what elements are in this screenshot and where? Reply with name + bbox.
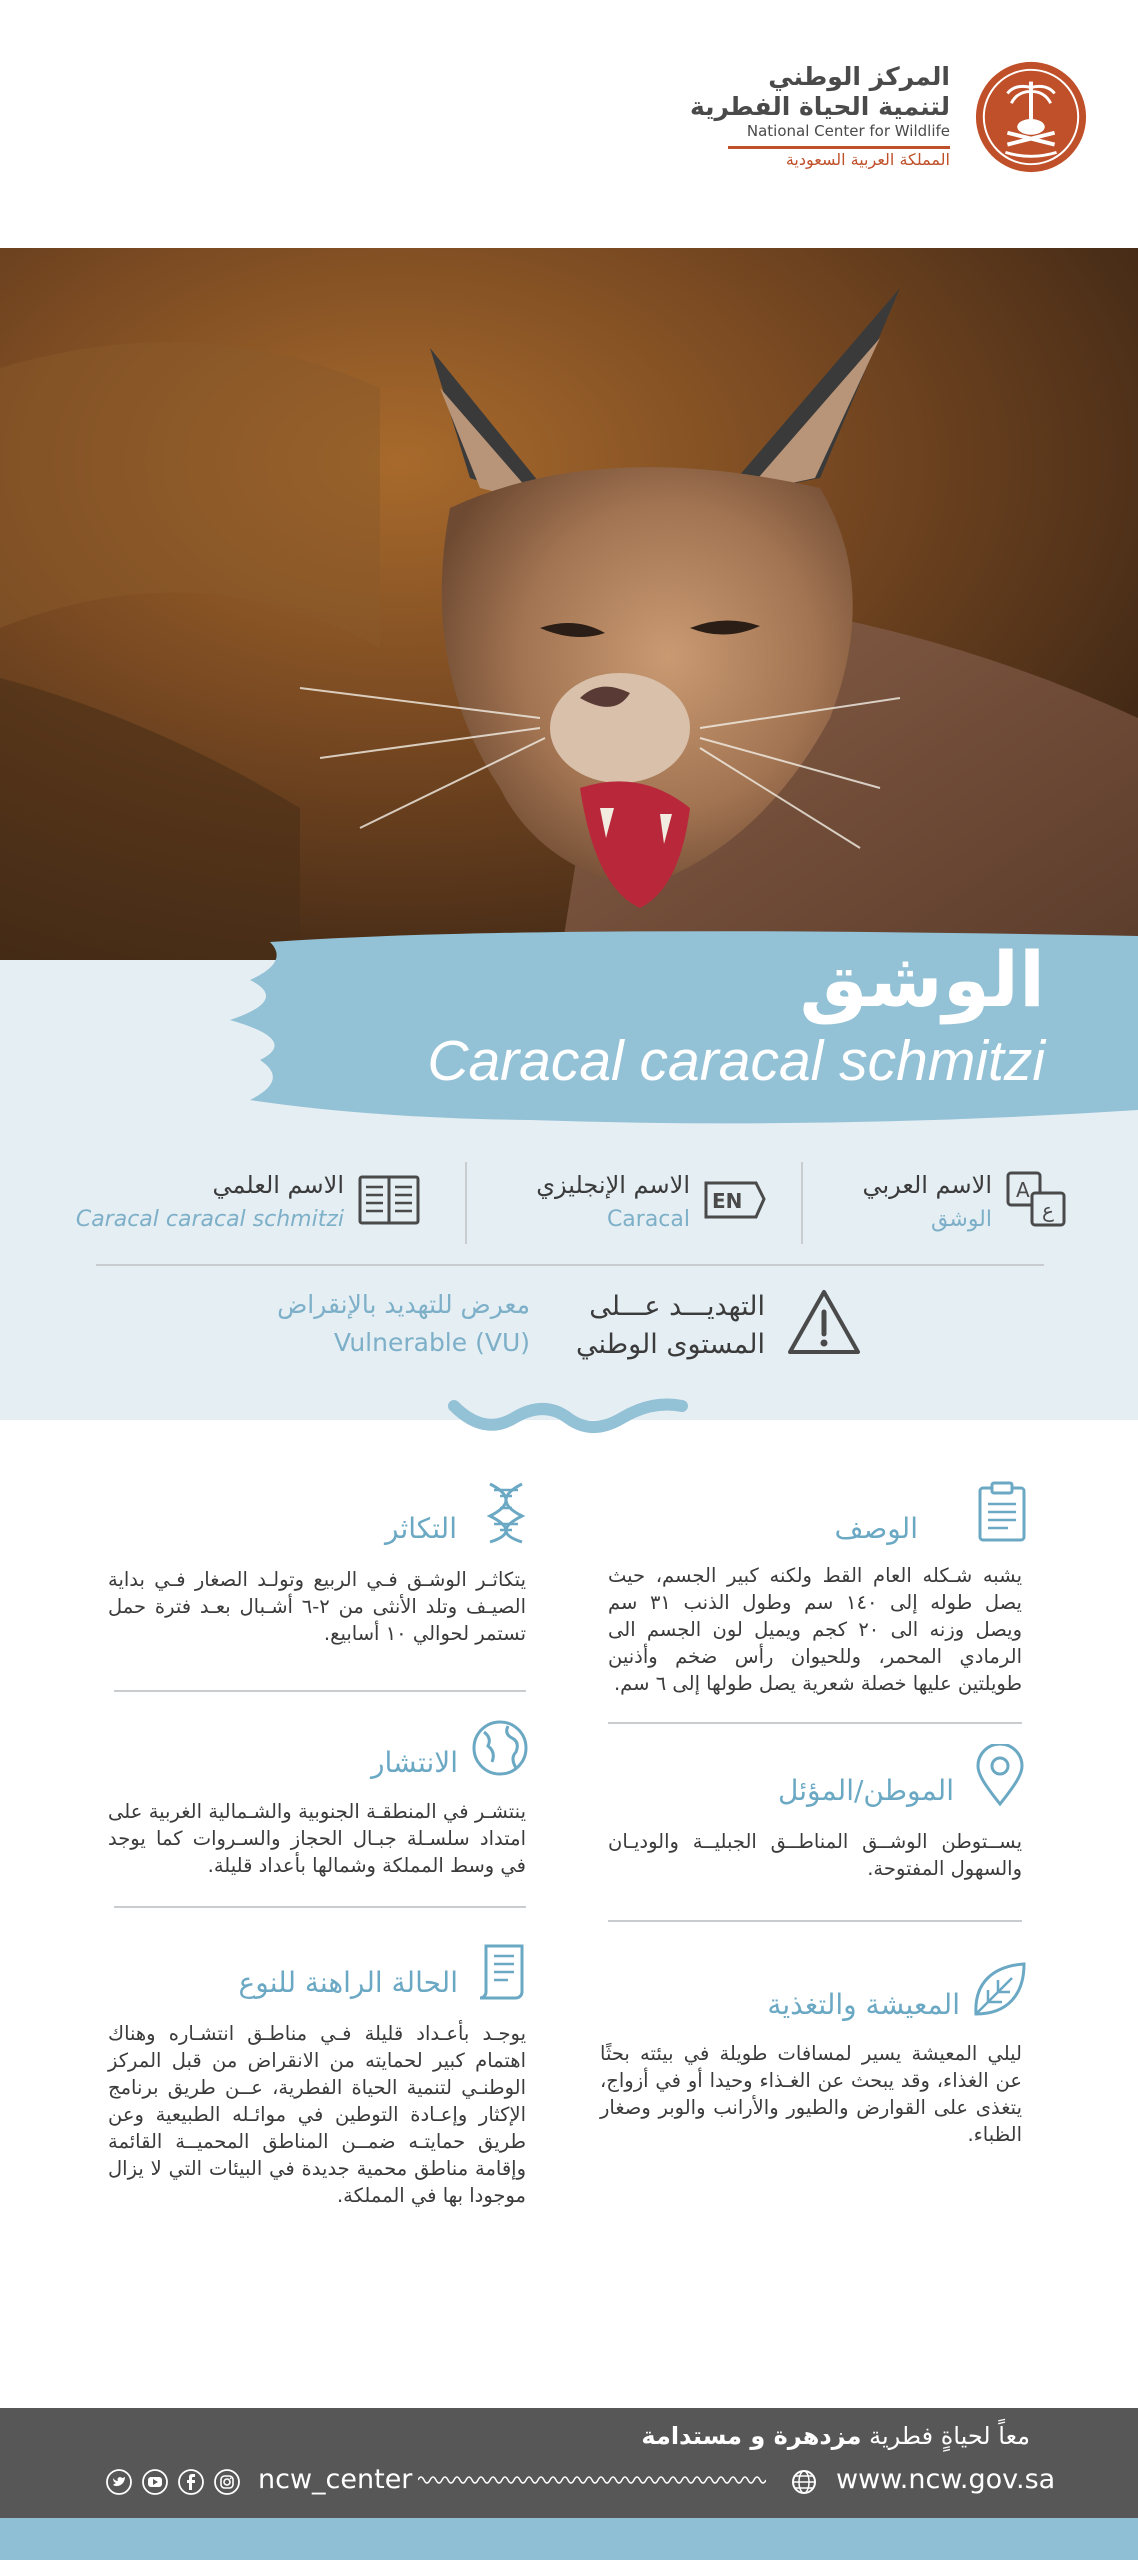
threat-status-arabic: معرض للتهديد بالإنقراض: [277, 1290, 530, 1319]
status-title: الحالة الراهنة للنوع: [238, 1966, 458, 1999]
leaf-icon: [968, 1958, 1028, 2022]
youtube-icon[interactable]: [142, 2469, 168, 2495]
species-title-arabic: الوشق: [799, 935, 1045, 1024]
en-tag-text: EN: [712, 1189, 743, 1213]
scientific-name-block: [40, 1165, 422, 1245]
english-name-block: [490, 1165, 768, 1245]
divider: [465, 1162, 467, 1244]
facebook-icon[interactable]: [178, 2469, 204, 2495]
english-name-value: Caracal: [606, 1207, 690, 1232]
english-name-label: الاسم الإنجليزي: [536, 1171, 690, 1199]
org-name-english: National Center for Wildlife: [746, 122, 950, 140]
divider: [801, 1162, 803, 1244]
website-link[interactable]: www.ncw.gov.sa: [836, 2464, 1056, 2495]
caracal-photo: [0, 248, 1138, 960]
dna-icon: [476, 1480, 536, 1544]
org-divider: [728, 146, 950, 149]
threat-level-label: [540, 1288, 765, 1364]
arabic-name-value: الوشق: [931, 1207, 992, 1232]
scientific-name-label: الاسم العلمي: [212, 1171, 344, 1199]
divider: [114, 1690, 526, 1692]
divider: [608, 1920, 1022, 1922]
org-country: المملكة العربية السعودية: [785, 150, 950, 169]
lifestyle-title: المعيشة والتغذية: [767, 1988, 960, 2021]
globe-icon: [470, 1716, 530, 1780]
header: [0, 0, 1138, 248]
footer-accent-bar: [0, 2518, 1138, 2560]
slogan-prefix: معاً لحياةٍ فطرية: [869, 2422, 1030, 2450]
svg-text:A: A: [1016, 1178, 1030, 1202]
language-ar-icon: [1004, 1169, 1070, 1231]
en-tag-icon: [702, 1169, 768, 1231]
threat-label-line2: المستوى الوطني: [575, 1329, 765, 1360]
reproduction-title: التكاثر: [385, 1512, 457, 1545]
instagram-icon[interactable]: [214, 2469, 240, 2495]
threat-status-english: Vulnerable (VU): [333, 1328, 530, 1357]
habitat-title: الموطن/المؤئل: [778, 1774, 954, 1807]
arabic-name-block: [812, 1165, 1070, 1245]
ncw-logo-emblem: [972, 58, 1090, 176]
scroll-icon: [472, 1940, 532, 2004]
species-title-scientific: Caracal caracal schmitzi: [427, 1029, 1045, 1093]
social-handle[interactable]: ncw_center: [258, 2464, 413, 2495]
org-name-arabic: [680, 62, 950, 122]
habitat-body: يســتوطن الوشــق المناطــق الجبليــة والوديـان والسهول المفتوحة.: [608, 1830, 1022, 1880]
divider: [114, 1906, 526, 1908]
web-globe-icon: [790, 2468, 818, 2496]
divider: [608, 1722, 1022, 1724]
wave-decoration: [448, 1396, 688, 1436]
lifestyle-body: ليلي المعيشة يسير لمسافات طويلة في بيئته بحثًا عن الغذاء، وقد يبحث عن الغـذاء وحيدا أو في أزواج، يتغذى على القوارض والطيور والأرانب والوبر وصغار الظباء.: [600, 2042, 1022, 2146]
clipboard-icon: [972, 1480, 1032, 1544]
twitter-icon[interactable]: [106, 2469, 132, 2495]
location-pin-icon: [970, 1744, 1030, 1808]
distribution-body: ينتشـر في المنطقـة الجنوبية والشـمالية الغربية على امتداد سلسـلة جبـال الحجاز والسـروات كما يوجد في وسط المملكة وشمالها بأعداد قليلة.: [108, 1800, 526, 1877]
org-name-line2: لتنمية الحياة الفطرية: [689, 92, 950, 121]
dotted-divider: [418, 2470, 766, 2490]
org-name-line1: المركز الوطني: [768, 62, 950, 91]
description-body: يشبه شـكله العام القط ولكنه كبير الجسم، حيث يصل طوله إلى ١٤٠ سم وطول الذنب ٣١ سم ويصل وزنه الى ٢٠ كجم ويميل لون الجسم الى الرمادي المحمر، وللحيوان رأس ضخم وأذنين طويلتين عليها خصلة شعرية يصل طولها إلى ٦ سم.: [608, 1564, 1022, 1695]
warning-icon: [786, 1288, 862, 1358]
status-body: يوجـد بأعـداد قليلة فـي مناطـق انتشـاره وهناك اهتمام كبير لحمايته من الانقراض من قبل المركز الوطنـي لتنمية الحياة الفطرية، عــن طريق برنامج الإكثار وإعـادة التوطين في موائـله الطبيعية وعن طريق حمايتـه ضمــن المناطق المحميــة القائمة وإقامة مناطق محمية جديدة في البيئات التي لا يزال موجودا بها في المملكة.: [108, 2022, 526, 2207]
book-icon: [356, 1169, 422, 1231]
description-title: الوصف: [834, 1512, 918, 1545]
scientific-name-value: Caracal caracal schmitzi: [75, 1207, 344, 1232]
distribution-title: الانتشار: [370, 1746, 458, 1779]
slogan: [500, 2422, 1030, 2450]
reproduction-body: يتكاثـر الوشـق فـي الربيع وتولـد الصغار فـي بداية الصيـف وتلد الأنثى من ٢-٦ أشـبال بعـد فترة حمل تستمر لحوالي ١٠ أسابيع.: [108, 1568, 526, 1645]
slogan-bold: مزدهرة و مستدامة: [641, 2422, 862, 2450]
svg-text:ع: ع: [1042, 1198, 1054, 1222]
divider: [96, 1264, 1044, 1266]
arabic-name-label: الاسم العربي: [862, 1171, 992, 1199]
threat-label-line1: التهديـــد عـــلى: [589, 1291, 765, 1322]
